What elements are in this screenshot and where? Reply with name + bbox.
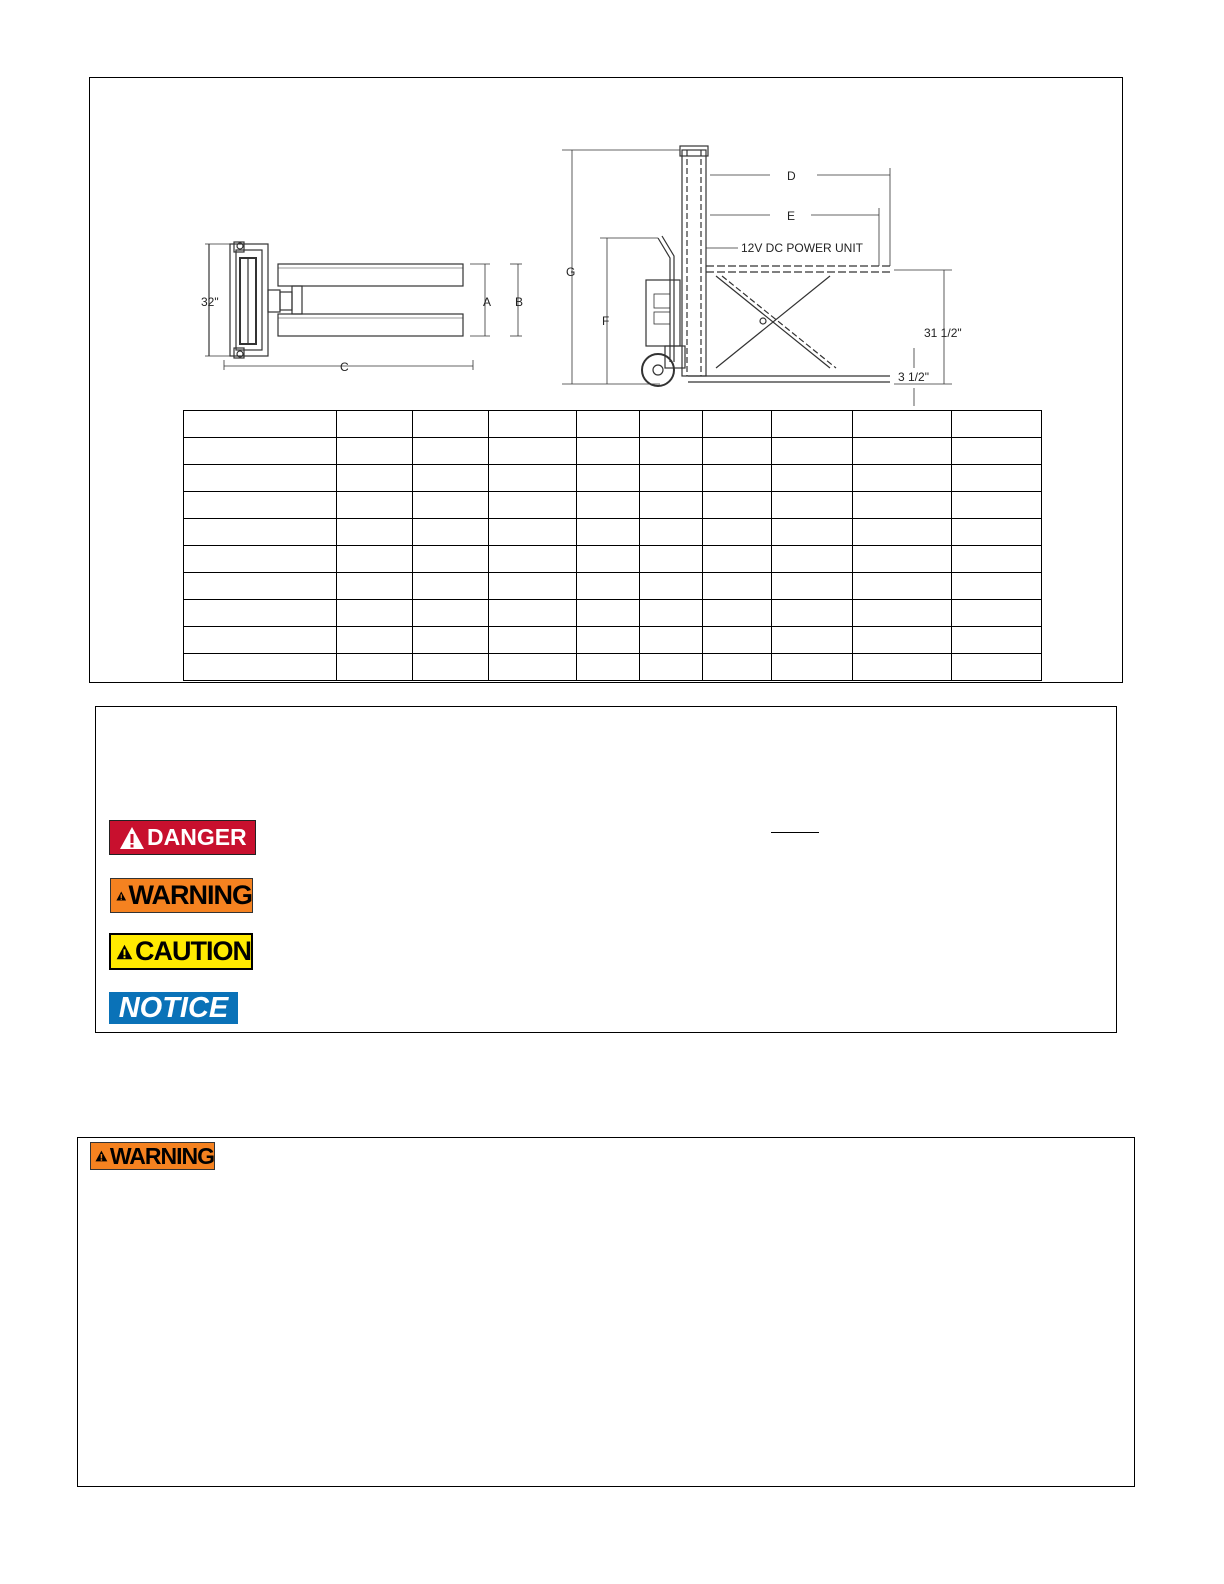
danger-label: DANGER: [147, 824, 247, 850]
table-cell: [772, 411, 853, 438]
table-row: [184, 546, 1042, 573]
table-cell: [577, 411, 640, 438]
table-cell: [853, 519, 952, 546]
table-cell: [337, 438, 413, 465]
table-cell: [337, 627, 413, 654]
safety-warning-panel: [77, 1137, 1135, 1487]
warning-alert-icon: [116, 884, 127, 908]
table-cell: [853, 465, 952, 492]
table-cell: [853, 411, 952, 438]
table-row: [184, 627, 1042, 654]
table-row: [184, 492, 1042, 519]
table-cell: [853, 627, 952, 654]
top-view-drawing: [205, 242, 522, 370]
table-cell: [184, 438, 337, 465]
notice-badge: [109, 992, 238, 1024]
table-row: [184, 573, 1042, 600]
table-cell: [772, 492, 853, 519]
table-cell: [772, 465, 853, 492]
table-cell: [413, 546, 489, 573]
table-cell: [413, 519, 489, 546]
table-cell: [337, 654, 413, 681]
table-cell: [952, 438, 1042, 465]
table-cell: [703, 627, 772, 654]
table-cell: [413, 627, 489, 654]
table-cell: [337, 546, 413, 573]
caution-alert-icon: [116, 940, 133, 964]
table-row: [184, 465, 1042, 492]
dim-g-label: G: [566, 265, 576, 279]
table-row: [184, 438, 1042, 465]
table-cell: [337, 519, 413, 546]
table-cell: [337, 600, 413, 627]
table-cell: [952, 411, 1042, 438]
table-cell: [772, 546, 853, 573]
side-view-drawing: [562, 146, 952, 406]
table-cell: [853, 438, 952, 465]
table-cell: [703, 546, 772, 573]
table-cell: [952, 600, 1042, 627]
table-cell: [184, 519, 337, 546]
warning-badge: [110, 878, 253, 913]
danger-badge: [109, 820, 256, 855]
table-cell: [577, 519, 640, 546]
table-row: [184, 654, 1042, 681]
lift-dimension-drawing: [90, 78, 1124, 408]
table-cell: [703, 411, 772, 438]
table-cell: [489, 627, 577, 654]
table-cell: [577, 654, 640, 681]
table-cell: [577, 600, 640, 627]
table-cell: [489, 519, 577, 546]
table-cell: [640, 492, 703, 519]
table-cell: [413, 600, 489, 627]
table-cell: [489, 411, 577, 438]
table-cell: [703, 492, 772, 519]
specification-table: [183, 410, 1042, 681]
table-cell: [640, 654, 703, 681]
dim-31-half-label: 31 1/2": [924, 326, 962, 340]
table-cell: [853, 573, 952, 600]
notice-label: NOTICE: [118, 991, 229, 1024]
table-cell: [952, 546, 1042, 573]
table-cell: [640, 573, 703, 600]
table-cell: [703, 438, 772, 465]
table-row: [184, 519, 1042, 546]
table-cell: [489, 573, 577, 600]
table-cell: [577, 438, 640, 465]
table-cell: [184, 465, 337, 492]
dim-3-half-label: 3 1/2": [898, 370, 929, 384]
caution-label: CAUTION: [135, 936, 251, 966]
dim-a-label: A: [483, 295, 492, 309]
table-cell: [703, 654, 772, 681]
safety-warning-alert-icon: [95, 1146, 108, 1166]
table-cell: [640, 627, 703, 654]
table-cell: [772, 519, 853, 546]
table-cell: [640, 546, 703, 573]
table-cell: [703, 519, 772, 546]
table-cell: [413, 411, 489, 438]
table-cell: [184, 546, 337, 573]
table-cell: [577, 465, 640, 492]
table-cell: [489, 546, 577, 573]
table-cell: [703, 465, 772, 492]
dim-b-label: B: [515, 295, 524, 309]
safety-warning-badge: [90, 1142, 215, 1170]
table-cell: [853, 600, 952, 627]
table-cell: [184, 492, 337, 519]
table-cell: [772, 600, 853, 627]
table-cell: [952, 627, 1042, 654]
table-cell: [952, 465, 1042, 492]
table-cell: [184, 411, 337, 438]
table-cell: [413, 465, 489, 492]
table-cell: [413, 654, 489, 681]
table-cell: [184, 573, 337, 600]
table-cell: [853, 492, 952, 519]
table-cell: [337, 465, 413, 492]
table-cell: [489, 492, 577, 519]
table-cell: [337, 573, 413, 600]
table-cell: [772, 654, 853, 681]
table-cell: [577, 546, 640, 573]
dim-f-label: F: [602, 314, 610, 328]
table-row: [184, 411, 1042, 438]
table-cell: [952, 654, 1042, 681]
caution-badge: [109, 933, 253, 970]
table-cell: [640, 465, 703, 492]
table-cell: [184, 654, 337, 681]
table-cell: [413, 438, 489, 465]
table-cell: [952, 519, 1042, 546]
table-cell: [772, 438, 853, 465]
warning-label: WARNING: [128, 880, 252, 910]
table-cell: [640, 438, 703, 465]
underline-rule: [771, 832, 819, 833]
danger-alert-icon: [119, 826, 145, 850]
signal-word-panel: [95, 706, 1117, 1033]
table-cell: [184, 627, 337, 654]
table-cell: [577, 492, 640, 519]
power-unit-label: 12V DC POWER UNIT: [741, 241, 864, 255]
table-cell: [853, 546, 952, 573]
table-row: [184, 600, 1042, 627]
table-cell: [413, 492, 489, 519]
table-cell: [853, 654, 952, 681]
table-cell: [489, 654, 577, 681]
dim-e-label: E: [787, 209, 796, 223]
dim-d-label: D: [787, 169, 796, 183]
dim-c-label: C: [340, 360, 349, 374]
table-cell: [703, 573, 772, 600]
table-cell: [337, 411, 413, 438]
table-cell: [577, 627, 640, 654]
table-cell: [337, 492, 413, 519]
table-cell: [489, 465, 577, 492]
table-cell: [772, 573, 853, 600]
table-cell: [489, 600, 577, 627]
table-cell: [489, 438, 577, 465]
specification-panel: [89, 77, 1123, 683]
table-cell: [640, 519, 703, 546]
table-cell: [703, 600, 772, 627]
table-cell: [772, 627, 853, 654]
table-cell: [952, 573, 1042, 600]
table-cell: [413, 573, 489, 600]
table-cell: [184, 600, 337, 627]
table-cell: [952, 492, 1042, 519]
safety-warning-label: WARNING: [109, 1142, 214, 1169]
dim-32-label: 32": [201, 295, 219, 309]
table-cell: [577, 573, 640, 600]
table-cell: [640, 411, 703, 438]
table-cell: [640, 600, 703, 627]
